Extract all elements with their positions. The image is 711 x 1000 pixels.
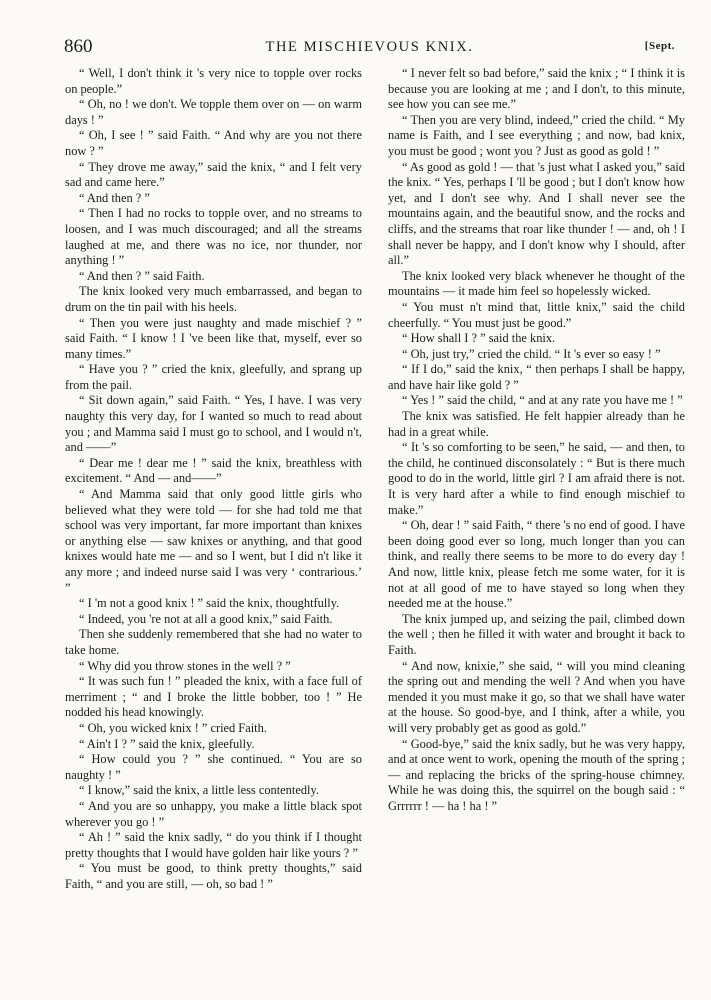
paragraph: “ Then you are very blind, indeed,” cried the child. “ My name is Faith, and I see everything ; and now, bad knix, you must be good ; wont you ? Just as good as gold ! ” [388, 112, 685, 158]
paragraph: “ I 'm not a good knix ! ” said the knix, thoughtfully. [79, 596, 340, 611]
paragraph: “ Sit down again,” said Faith. “ Yes, I have. I was very naughty this very day, for I wanted so much to read about you ; and Mamma said I must go to school, and I would n't, and ——” [65, 393, 362, 455]
paragraph: “ And now, knixie,” she said, “ will you mind cleaning the spring out and mending the well ? And when you have mended it you must make it go, so that we shall have water at the house. So good-bye, and I think, after a while, you will very probably get as good as gold.” [388, 658, 685, 735]
text-column-right [388, 66, 685, 815]
paragraph: The knix looked very black whenever he thought of the mountains — it made him feel so hopelessly wicked. [388, 268, 685, 299]
paragraph: “ If I do,” said the knix, “ then perhaps I shall be happy, and have hair like gold ? ” [388, 362, 685, 392]
paragraph: “ Well, I don't think it 's very nice to topple over rocks on people.” [65, 66, 362, 96]
paragraph: “ Ah ! ” said the knix sadly, “ do you think if I thought pretty thoughts that I would have golden hair like yours ? ” [65, 830, 362, 860]
paragraph: “ Then I had no rocks to topple over, and no streams to loosen, and I was much discouraged; and all the streams laughed at me, and there was no ice, nor thunder, nor anything ! ” [65, 206, 362, 268]
paragraph: “ Have you ? ” cried the knix, gleefully, and sprang up from the pail. [65, 362, 362, 392]
paragraph: “ How could you ? ” she continued. “ You are so naughty ! ” [65, 752, 362, 782]
paragraph: “ Oh, you wicked knix ! ” cried Faith. [79, 720, 267, 735]
paragraph: “ Then you were just naughty and made mischief ? ” said Faith. “ I know ! I 've been like that, myself, ever so many times.” [65, 315, 362, 361]
paragraph: Then she suddenly remembered that she had no water to take home. [65, 627, 362, 657]
paragraph: “ Yes ! ” said the child, “ and at any rate you have me ! ” [402, 393, 683, 408]
paragraph: “ Oh, no ! we don't. We topple them over on — on warm days ! ” [65, 97, 362, 127]
paragraph: “ And you are so unhappy, you make a little black spot wherever you go ! ” [65, 798, 362, 829]
paragraph: The knix was satisfied. He felt happier already than he had in a great while. [388, 409, 685, 439]
page-header [64, 36, 675, 58]
paragraph: “ They drove me away,” said the knix, “ and I felt very sad and came here.” [65, 159, 362, 190]
paragraph: “ Good-bye,” said the knix sadly, but he was very happy, and at once went to work, opening the mouth of the spring ; — and replacing the bricks of the spring-house chimney. While he was doing this, the squirrel on the bough said : “ Grrrrrr ! — ha ! ha ! ” [388, 736, 685, 813]
paragraph: “ And then ? ” [79, 190, 150, 205]
paragraph: “ Dear me ! dear me ! ” said the knix, breathless with excitement. “ And — and——” [65, 455, 362, 486]
paragraph: “ How shall I ? ” said the knix. [402, 331, 556, 346]
text-column-left [65, 66, 362, 892]
month-label: [Sept. [644, 40, 675, 52]
running-title: THE MISCHIEVOUS KNIX. [265, 39, 474, 55]
paragraph: “ I know,” said the knix, a little less contentedly. [79, 783, 319, 798]
paragraph: “ Oh, dear ! ” said Faith, “ there 's no end of good. I have been doing good ever so long, much longer than you can think, and really there seems to be more to do every day ! And now, little knix, please fetch me some water, for it is not at all good of me to have stayed so long when they needed me at the house.” [388, 518, 685, 611]
paragraph: “ Indeed, you 're not at all a good knix,” said Faith. [79, 611, 333, 626]
paragraph: “ Ain't I ? ” said the knix, gleefully. [79, 736, 255, 751]
paragraph: “ It was such fun ! ” pleaded the knix, with a face full of merriment ; “ and I broke the little bobber, too ! ” He nodded his head knowingly. [65, 674, 362, 720]
paragraph: “ Oh, I see ! ” said Faith. “ And why are you not there now ? ” [65, 128, 362, 158]
paragraph: “ You must n't mind that, little knix,” said the child cheerfully. “ You must just be good.” [388, 299, 685, 330]
paragraph: “ And Mamma said that only good little girls who believed what they were told — for she had told me that school was very important, far more important than knixes or anything else — saw knixes or anything, and that good knixes would hate me — and so I went, but I did n't like it any more ; and indeed nurse said I was very ‘ contrarious.’ ” [65, 487, 362, 595]
paragraph: “ And then ? ” said Faith. [79, 268, 205, 283]
paragraph: “ It 's so comforting to be seen,” he said, — and then, to the child, he continued disconsolately : “ But is there much good to do in the world, little girl ? I am afraid there is not. It is very hard after a while to find enough mischief to make.” [388, 440, 685, 517]
page-number: 860 [64, 36, 93, 57]
paragraph: “ Why did you throw stones in the well ? ” [79, 658, 291, 673]
paragraph: “ As good as gold ! — that 's just what I asked you,” said the knix. “ Yes, perhaps I 'll be good ; but I don't know how yet, and I don't see why. And I shall never see the mountains again, and the beautiful snow, and the rocks and cliffs, and the streams that roar like thunder ! — and, oh ! I shall never be happy, and I don't know why I should, after all.” [388, 159, 685, 268]
paragraph: “ You must be good, to think pretty thoughts,” said Faith, “ and you are still, — oh, so bad ! ” [65, 861, 362, 891]
paragraph: “ I never felt so bad before,” said the knix ; “ I think it is because you are looking at me ; and I don't, to this minute, see how you can see me.” [388, 66, 685, 112]
paragraph: “ Oh, just try,” cried the child. “ It 's ever so easy ! ” [402, 346, 661, 361]
paragraph: The knix looked very much embarrassed, and began to drum on the tin pail with his heels. [65, 284, 362, 314]
paragraph: The knix jumped up, and seizing the pail, climbed down the well ; then he filled it with water and brought it back to Faith. [388, 611, 685, 657]
